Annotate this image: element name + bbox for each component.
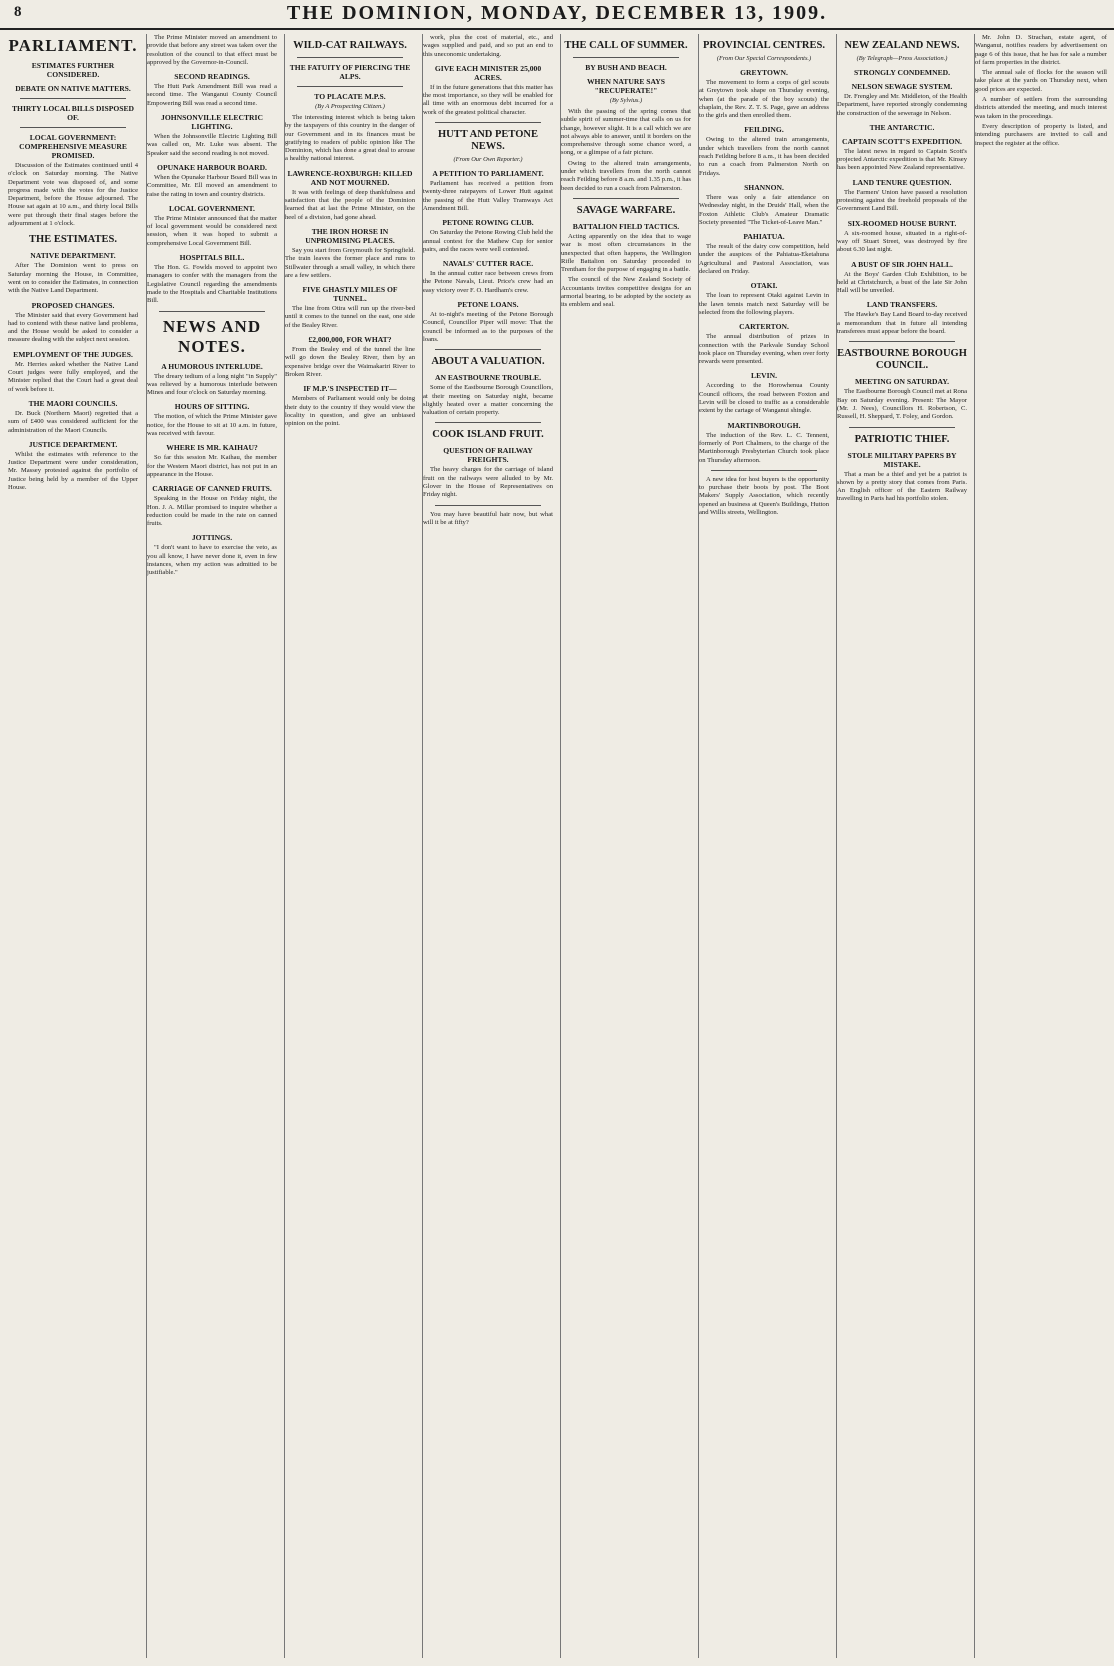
subheading: FEILDING. [744, 125, 784, 135]
column-7 [836, 34, 967, 1658]
paragraph: Discussion of the Estimates continued until 4 o'clock on Saturday morning. The Native Department vote was disposed of, and some progress made with the votes for the Justice Department, before the House adjourned. The House sat again at 10 a.m., and thirty local Bills were put through their final stages before the adjournment at 1 o'clock. [8, 162, 138, 228]
subheading: TO PLACATE M.P.S. [314, 92, 386, 101]
paragraph: A new idea for host buyers is the opportunity to purchase their boots by post. The Boot Makers' Supply Association, which recently opened an business at Queen's Buildings, Hutton and Willis streets, Wellington. [699, 475, 829, 516]
paragraph: According to the Horowhenua County Council officers, the road between Foxton and Levin will be closed to traffic as a considerable extent by the cartage of Wanganui shingle. [699, 382, 829, 415]
paragraph: If in the future generations that this matter has the most importance, so they will be enabled for all time with an enormous debt incurred for a work of the greatest political character. [423, 83, 553, 116]
paragraph: Dr. Frengley and Mr. Middleton, of the Health Department, have reported strongly condemning the construction of the sewerage in Nelson. [837, 93, 967, 117]
heading-parliament: PARLIAMENT. [8, 36, 138, 55]
subheading: QUESTION OF RAILWAY FREIGHTS. [443, 446, 533, 465]
subheading: JUSTICE DEPARTMENT. [28, 439, 118, 449]
paragraph: At the Boys' Garden Club Exhibition, to be held at Christchurch, a bust of the late Sir John Hall will be unveiled. [837, 270, 967, 295]
subheading: PETONE ROWING CLUB. [442, 218, 534, 228]
column-1 [8, 34, 138, 1658]
byline: (By Sylvius.) [609, 97, 643, 104]
subheading: GIVE EACH MINISTER 25,000 ACRES. [434, 63, 542, 82]
paragraph: The line from Otira will run up the river-bed until it comes to the tunnel on the east, one side of the Bealey River. [285, 305, 415, 329]
subheading: THE ANTARCTIC. [869, 122, 935, 132]
subheading: BY BUSH AND BEACH. [585, 63, 667, 72]
heading-valuation: ABOUT A VALUATION. [431, 356, 545, 368]
subheading: WHEN NATURE SAYS "RECUPERATE!" [586, 77, 666, 95]
byline: (From Our Own Reporter.) [453, 156, 523, 164]
column-3 [284, 34, 415, 1658]
paragraph: Mr. Herries asked whether the Native Land Court judges were fully employed, and the Minister replied that the Court had a great deal of work before it. [8, 360, 138, 393]
paragraph: The result of the dairy cow competition, held under the auspices of the Pahiatua-Eketahuna Agricultural and Pastoral Association, was declared on Friday. [699, 243, 829, 276]
column-5 [560, 34, 691, 1658]
subheading: SIX-ROOMED HOUSE BURNT. [847, 218, 957, 228]
paragraph: Parliament has received a petition from twenty-three ratepayers of Lower Hutt against the passing of the Hutt Valley Tramways Act Amendment Bill. [423, 180, 553, 212]
paragraph: Owing to the altered train arrangements, under which travellers from the north cannot reach Feilding before 8 a.m. and 1.35 p.m., it has been decided to run a coach from Palmerston. [561, 159, 691, 192]
paragraph: Some of the Eastbourne Borough Councillors, at their meeting on Saturday night, became slightly heated over a matter concerning the valuation of certain property. [423, 384, 553, 417]
paragraph: Whilst the estimates with reference to the Justice Department were under consideration, Mr. Massey protested against the portfolio of Justice being held by a member of the Upper House. [8, 450, 138, 492]
column-6 [698, 34, 829, 1658]
paragraph: The Farmers' Union have passed a resolution protesting against the freehold proposals of the Government Land Bill. [837, 188, 967, 213]
column-2 [146, 34, 277, 1658]
subheading: A HUMOROUS INTERLUDE. [161, 361, 263, 371]
deck-3: THIRTY LOCAL BILLS DISPOSED OF. [11, 104, 135, 122]
paragraph: That a man be a thief and yet be a patriot is shown by a pretty story that comes from Paris. An English officer of the Eastern Railway travelling in Paris had his portfolio stolen. [837, 470, 967, 503]
subheading: STRONGLY CONDEMNED. [853, 68, 951, 77]
heading-provincial-centres: PROVINCIAL CENTRES. [703, 40, 825, 51]
paragraph: At to-night's meeting of the Petone Borough Council, Councillor Piper will move: That the council be informed as to the purposes of the loans. [423, 311, 553, 343]
paragraph: The heavy charges for the carriage of island fruit on the railways were alluded to by Mr. Glover in the House of Representatives on Friday night. [423, 466, 553, 499]
subheading: IF M.P.'S INSPECTED IT— [303, 384, 397, 394]
paragraph: The council of the New Zealand Society of Accountants invites competitive designs for an armorial bearing, to be adopted by the society as its emblem and seal. [561, 276, 691, 309]
paragraph: On Saturday the Petone Rowing Club held the annual contest for the Mathew Cup for senior pairs, and the races were well contested. [423, 229, 553, 253]
subheading: SHANNON. [744, 182, 784, 192]
masthead [0, 0, 1114, 30]
deck-2: DEBATE ON NATIVE MATTERS. [15, 84, 131, 93]
paragraph: A six-roomed house, situated in a right-of-way off Stuart Street, was destroyed by fire about 6.30 last night. [837, 229, 967, 254]
paragraph: The movement to form a corps of girl scouts at Greytown took shape on Thursday evening, when (at the parade of the boy scouts) the chaplain, the Rev. Z. T. S. Page, gave an address to the girls and then enrolled them. [699, 79, 829, 120]
paragraph: The Minister said that every Government had had to contend with these native land problems, and the House would be asked to consider a measure dealing with the subject next session. [8, 311, 138, 344]
subheading: LOCAL GOVERNMENT. [169, 203, 255, 213]
paragraph: The Hutt Park Amendment Bill was read a second time. The Wanganui County Council Empowering Bill was read a second time. [147, 83, 277, 107]
paragraph: "I don't want to have to exercise the veto, as you all know, I have never done it, even in few instances, when my action was admitted to be justifiable." [147, 544, 277, 577]
subheading: GREYTOWN. [740, 68, 788, 77]
subheading: SECOND READINGS. [174, 72, 250, 82]
subheading: LEVIN. [751, 371, 777, 381]
subheading: NAVALS' CUTTER RACE. [442, 259, 534, 269]
subheading: THE ESTIMATES. [29, 234, 117, 246]
paragraph: After The Dominion went to press on Saturday morning the House, in Committee, went on to consider the Estimates, in connection with the Native Land Department. [8, 262, 138, 295]
subheading: FIVE GHASTLY MILES OF TUNNEL. [302, 285, 398, 304]
heading-call-of-summer: THE CALL OF SUMMER. [564, 40, 688, 51]
paragraph: The latest news in regard to Captain Scott's projected Antarctic expedition is that Mr. Kinsey has been appointed New Zealand representative. [837, 147, 967, 172]
byline: (By A Prospecting Citizen.) [315, 103, 385, 110]
heading-hutt-petone: HUTT AND PETONE NEWS. [438, 129, 538, 153]
heading-patriotic-thief: PATRIOTIC THIEF. [854, 433, 950, 445]
advertisement: You may have beautiful hair now, but what will it be at fifty? [423, 510, 553, 526]
subheading: BATTALION FIELD TACTICS. [572, 221, 680, 231]
subheading: CARTERTON. [739, 322, 789, 332]
paragraph: The annual distribution of prizes in connection with the Parkvale Sunday School took place on Thursday evening, when over forty rewards were presented. [699, 333, 829, 366]
paragraph: Say you start from Greymouth for Springfield. The train leaves the former place and runs to Stillwater through a small valley, in which there are a few settlers. [285, 246, 415, 279]
paragraph: With the passing of the spring comes that subtle spirit of summer-time that calls on us for change, however slight. It is a call which we are not always able to answer, until it borders on the comprehensive through some chance word, a song, or a glimpse of a fair picture. [561, 108, 691, 157]
subheading: HOSPITALS BILL. [179, 253, 245, 263]
byline: (By Telegraph—Press Association.) [856, 55, 948, 62]
subheading: NELSON SEWAGE SYSTEM. [851, 82, 953, 91]
subheading: STOLE MILITARY PAPERS BY MISTAKE. [847, 450, 957, 469]
paragraph: When the Johnsonville Electric Lighting Bill was called on, Mr. Luke was absent. The Speaker said the second reading is not moved. [147, 133, 277, 157]
subheading: CAPTAIN SCOTT'S EXPEDITION. [842, 136, 962, 146]
heading-cook-island: COOK ISLAND FRUIT. [432, 429, 544, 441]
subheading: LAND TENURE QUESTION. [852, 177, 952, 187]
heading-nz-news: NEW ZEALAND NEWS. [844, 40, 960, 51]
subheading: HOURS OF SITTING. [174, 402, 250, 412]
deck-4: LOCAL GOVERNMENT: COMPREHENSIVE MEASURE PROMISED. [19, 133, 127, 160]
paragraph: Owing to the altered train arrangements, under which travellers from the north cannot reach Feilding before 8 a.m., it has been decided to run a coach from Palmerston North on Fridays. [699, 136, 829, 177]
subheading: PETONE LOANS. [457, 300, 519, 310]
paragraph: Acting apparently on the idea that to wage war is most often circumstances in the unexpected that often happens, the Wellington Rifle Battalion on Saturday proceeded to Trentham for the purpose of engaging in a battle. [561, 232, 691, 274]
paragraph: In the annual cutter race between crews from the Petone Navals, Lieut. Price's crew had an easy victory over F. O. Hardham's crew. [423, 270, 553, 294]
heading-savage-warfare: SAVAGE WARFARE. [576, 204, 676, 216]
paragraph: Every description of property is listed, and intending purchasers are invited to call and inspect the register at the office. [975, 122, 1107, 147]
paragraph: When the Opunake Harbour Board Bill was in Committee, Mr. Ell moved an amendment to raise the rating in town and country districts. [147, 173, 277, 198]
paragraph: Dr. Buck (Northern Maori) regretted that a sum of £400 was considered sufficient for the administration of the Maori Councils. [8, 409, 138, 434]
subheading: OPUNAKE HARBOUR BOARD. [157, 162, 267, 172]
masthead-title: THE DOMINION, MONDAY, DECEMBER 13, 1909. [286, 2, 828, 24]
heading-eastbourne-council: EASTBOURNE BOROUGH COUNCIL. [837, 348, 967, 372]
column-8 [974, 34, 1107, 1658]
subheading: WHERE IS MR. KAIHAU? [166, 443, 258, 453]
subheading: CARRIAGE OF CANNED FRUITS. [152, 484, 272, 494]
paragraph: work, plus the cost of material, etc., and wages supplied and paid, and so put an end to this uneconomic undertaking. [423, 34, 553, 58]
paragraph: From the Bealey end of the tunnel the line will go down the Bealey River, then by an expensive bridge over the Waimakariri River to Broken River. [285, 346, 415, 378]
columns [8, 34, 1106, 1658]
subheading: OTAKI. [750, 281, 778, 291]
subheading: EMPLOYMENT OF THE JUDGES. [13, 349, 133, 359]
subheading: PROPOSED CHANGES. [31, 300, 115, 310]
subheading: LAWRENCE-ROXBURGH: KILLED AND NOT MOURNED. [287, 168, 413, 187]
subheading: PAHIATUA. [743, 232, 785, 242]
page-number: 8 [14, 4, 22, 20]
paragraph: A number of settlers from the surrounding districts attended the meeting, and much interest was taken in the proceedings. [975, 96, 1107, 120]
subheading: THE IRON HORSE IN UNPROMISING PLACES. [305, 226, 395, 245]
paragraph: The dreary tedium of a long night "in Supply" was relieved by a humorous interlude between Mines and four o'clock on Saturday morning. [147, 372, 277, 397]
subheading: THE FATUITY OF PIERCING THE ALPS. [289, 63, 411, 81]
subheading: MEETING ON SATURDAY. [854, 377, 950, 387]
subheading: A BUST OF SIR JOHN HALL. [851, 259, 953, 269]
subheading: THE MAORI COUNCILS. [28, 398, 118, 408]
paragraph: The Prime Minister announced that the matter of local government would be considered next session, when it was hoped to submit a comprehensive Local Government Bill. [147, 214, 277, 247]
paragraph: The Eastbourne Borough Council met at Rona Bay on Saturday evening. Present: The Mayor (Mr. J. Nees), Councillors H. Robertson, C. Russell, H. Sheppard, T. Foley, and Gordon. [837, 388, 967, 421]
paragraph: Mr. John D. Strachan, estate agent, of Wanganui, notifies readers by advertisement on page 6 of this issue, that he has for sale a number of farm properties in the district. [975, 34, 1107, 66]
paragraph: The Hon. G. Fowlds moved to appoint two managers to confer with the managers from the Legislative Council regarding the amendments made to the Hospitals and Charitable Institutions Bill. [147, 264, 277, 305]
paragraph: The induction of the Rev. L. C. Tennent, formerly of Port Chalmers, to the charge of the Martinborough Presbyterian Church took place on Thursday afternoon. [699, 431, 829, 464]
subheading: NATIVE DEPARTMENT. [30, 251, 116, 261]
paragraph: The loan to represent Otaki against Levin in the lawn tennis match next Saturday will be selected from the following players. [699, 292, 829, 316]
paragraph: Speaking in the House on Friday night, the Hon. J. A. Millar promised to inquire whether a reduction could be made in the rate on canned fruits. [147, 495, 277, 528]
column-4 [422, 34, 553, 1658]
heading-news-notes: NEWS AND NOTES. [162, 316, 262, 356]
paragraph: Members of Parliament would only be doing their duty to the country if they would view the locality in question, and give an unbiased opinion on the point. [285, 395, 415, 428]
paragraph: The Prime Minister moved an amendment to provide that before any street was taken over the resolution of the council to that effect must be approved by the Governor-in-Council. [147, 34, 277, 66]
subheading: JOHNSONVILLE ELECTRIC LIGHTING. [161, 113, 263, 132]
subheading: MARTINBOROUGH. [727, 420, 801, 430]
subheading: £2,000,000, FOR WHAT? [308, 335, 392, 345]
heading-wildcat-railways: WILD-CAT RAILWAYS. [293, 40, 407, 51]
paragraph: The interesting interest which is being taken by the taxpayers of this country in the danger of our Government and in its finances must be gratifying to readers of public opinion like The Dominion, which has done a great deal to arouse a healthy national interest. [285, 114, 415, 163]
subheading: AN EASTBOURNE TROUBLE. [435, 373, 541, 383]
paragraph: There was only a fair attendance on Wednesday night, in the Druids' Hall, when the Foxton Athletic Club's Amateur Dramatic Society presented "The Ticket-of-Leave Man." [699, 193, 829, 226]
paragraph: The annual sale of flocks for the season will take place at the yards on Thursday next, when good prices are expected. [975, 69, 1107, 93]
paragraph: The motion, of which the Prime Minister gave notice, for the House to sit at 10 a.m. in future, was received with favour. [147, 413, 277, 438]
subheading: LAND TRANSFERS. [866, 300, 938, 310]
paragraph: So far this session Mr. Kaihau, the member for the Western Maori district, has not put in an appearance in the House. [147, 454, 277, 478]
subheading: JOTTINGS. [191, 533, 233, 543]
subheading: A PETITION TO PARLIAMENT. [432, 169, 544, 179]
paragraph: The Hawke's Bay Land Board to-day received a memorandum that in future all intending transferees must appear before the board. [837, 311, 967, 336]
paragraph: It was with feelings of deep thankfulness and satisfaction that the people of the Dominion learned that at last the Prime Minister, on the heel of a division, had gone ahead. [285, 188, 415, 221]
deck-1: ESTIMATES FURTHER CONSIDERED. [31, 61, 115, 79]
byline: (From Our Special Correspondents.) [716, 55, 812, 62]
